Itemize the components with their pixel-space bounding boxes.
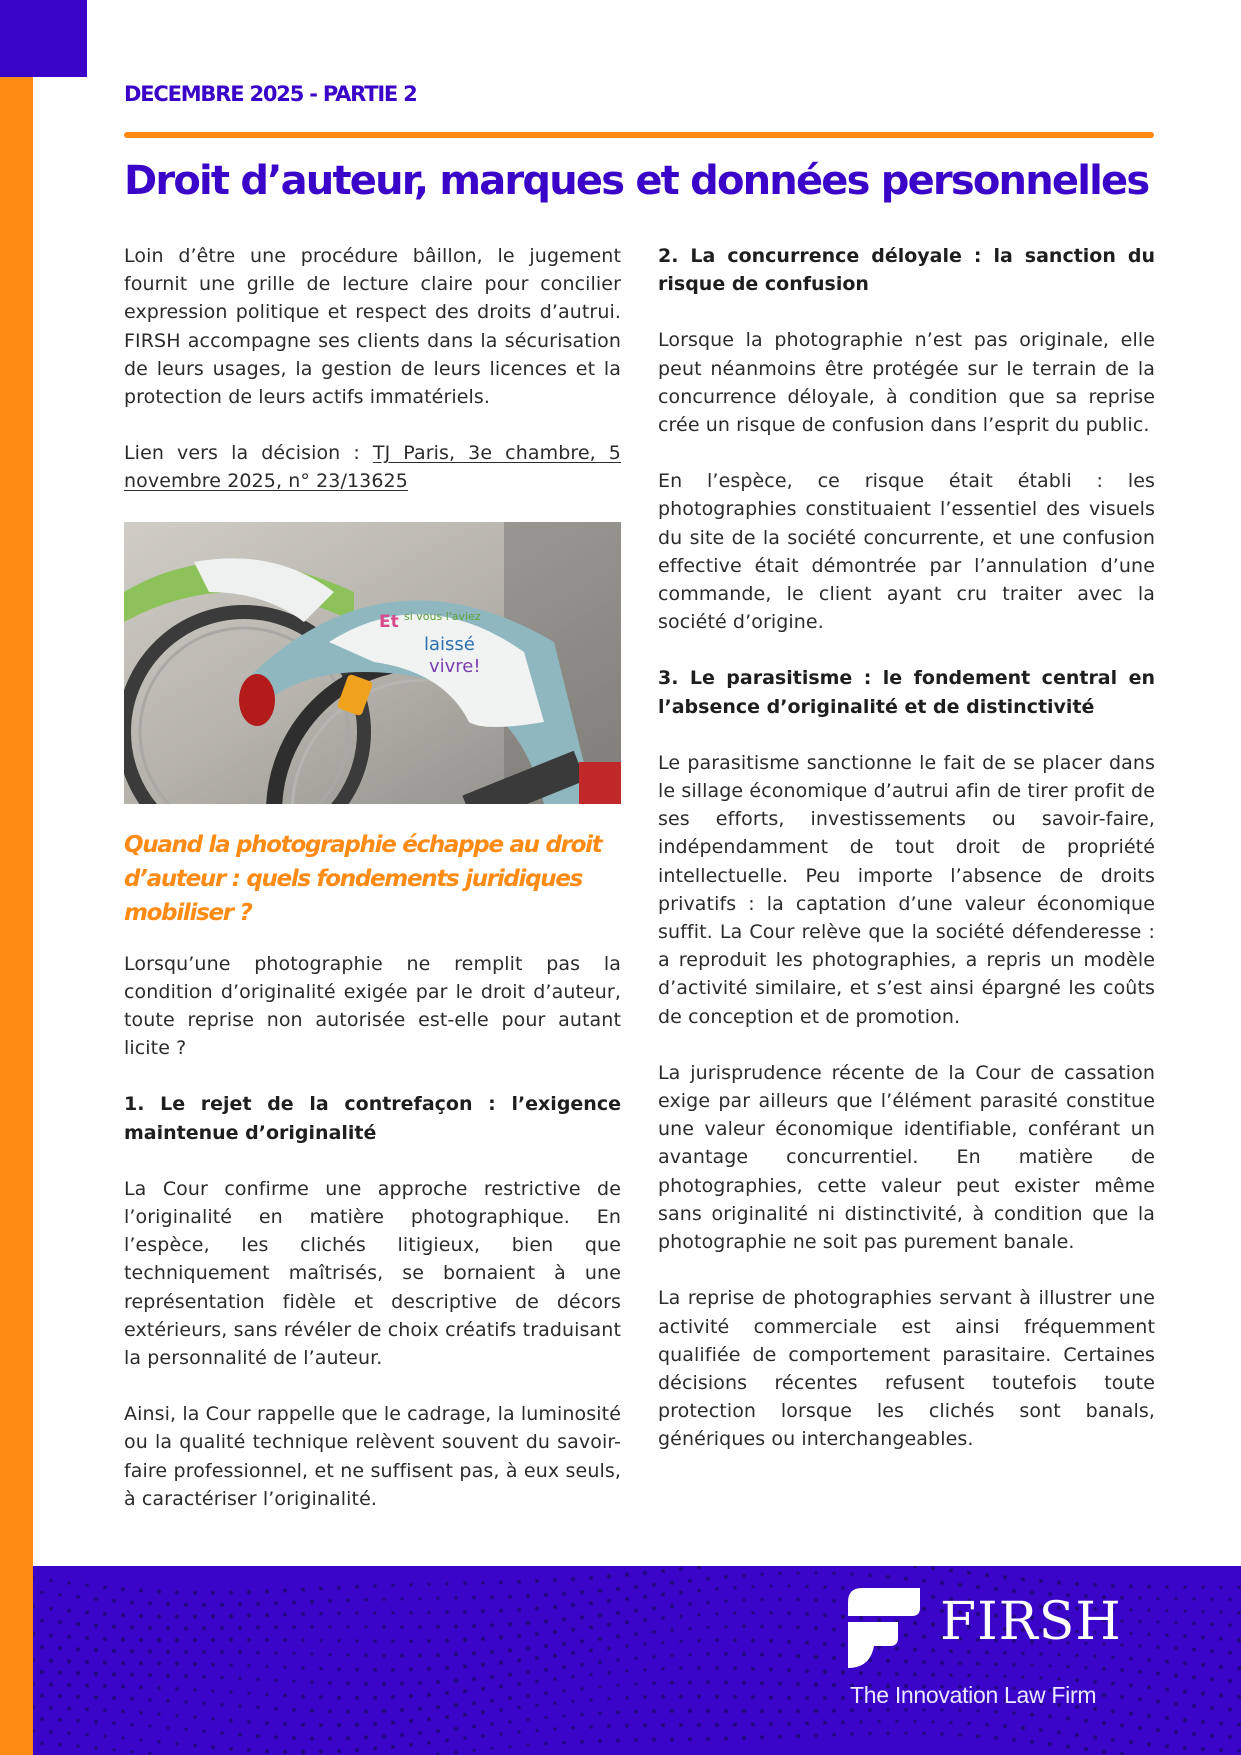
firsh-f-logo-icon: [848, 1588, 920, 1668]
section-1-title: 1. Le rejet de la contrefaçon : l’exigence maintenue d’originalité: [124, 1093, 621, 1144]
section-3-title: 3. Le parasitisme : le fondement central en l’absence d’originalité et de distinctivité: [658, 667, 1155, 718]
svg-text:vivre!: vivre!: [429, 655, 481, 677]
brand-tagline: The Innovation Law Firm: [850, 1682, 1097, 1708]
section-3-paragraph-1: Le parasitisme sanctionne le fait de se placer dans le sillage économique d’autrui afin de tirer profit de ses efforts, investissements ou savoir-faire, indépendamment de tout droit de propriété intellectuelle. Peu importe l’absence de droits privatifs : la captation d’une valeur économique suffit. La Cour relève que la société défenderesse : a reproduit les photographies, a repris un modèle d’activité similaire, et s’est ainsi épargné les coûts de conception et de promotion.: [658, 751, 1155, 1028]
section-2-title: 2. La concurrence déloyale : la sanction du risque de confusion: [658, 245, 1155, 296]
section-2-paragraph-1: Lorsque la photographie n’est pas originale, elle peut néanmoins être protégée sur le terrain de la concurrence déloyale, à condition que sa reprise crée un risque de confusion dans l’esprit du public.: [658, 329, 1155, 437]
decision-link-label: Lien vers la décision :: [124, 442, 373, 465]
right-column: [658, 242, 1155, 1482]
article-photo: [124, 522, 621, 804]
svg-text:si vous l'aviez: si vous l'aviez: [404, 609, 481, 623]
svg-text:laissé: laissé: [424, 633, 475, 655]
section-3-paragraph-3: La reprise de photographies servant à illustrer une activité commerciale est ainsi fréquemment qualifiée de comportement parasitaire. Certaines décisions récentes refusent toutefois toute protection lorsque les clichés sont banals, génériques ou interchangeables.: [658, 1287, 1155, 1451]
section-1-paragraph-1: La Cour confirme une approche restrictive de l’originalité en matière photographique. En l’espèce, les clichés litigieux, bien que techniquement maîtrisés, se bornaient à une représentation fidèle et descriptive de décors extérieurs, sans révéler de choix créatifs traduisant la personnalité de l’auteur.: [124, 1177, 621, 1370]
question-paragraph: Lorsqu’une photographie ne remplit pas la condition d’originalité exigée par le droit d’auteur, toute reprise non autorisée est-elle pour autant licite ?: [124, 952, 621, 1060]
page-title: Droit d’auteur, marques et données personnelles: [124, 158, 1149, 204]
decision-link[interactable]: TJ Paris, 3e chambre, 5 novembre 2025, n° 23/13625: [124, 442, 621, 493]
left-column: [124, 242, 621, 1541]
section-1-paragraph-2: Ainsi, la Cour rappelle que le cadrage, la luminosité ou la qualité technique relèvent souvent du savoir-faire professionnel, et ne suffisent pas, à eux seuls, à caractériser l’originalité.: [124, 1403, 621, 1510]
side-accent-bar: [0, 77, 33, 1755]
corner-decoration: [0, 0, 87, 77]
intro-paragraph: Loin d’être une procédure bâillon, le jugement fournit une grille de lecture claire pour concilier expression politique et respect des droits d’autrui. FIRSH accompagne ses clients dans la sécurisation de leurs usages, la gestion de leurs licences et la protection de leurs actifs immatériels.: [124, 245, 621, 409]
brand-name: FIRSH: [940, 1592, 1122, 1652]
bike-photo-illustration: [124, 522, 621, 804]
header-divider: [124, 132, 1154, 138]
section-subheading: Quand la photographie échappe au droit d’auteur : quels fondements juridiques mobiliser ?: [124, 831, 602, 926]
decision-link-line: [124, 439, 621, 495]
section-3-paragraph-2: La jurisprudence récente de la Cour de cassation exige par ailleurs que l’élément parasité constitue une valeur économique identifiable, conférant un avantage concurrentiel. En matière de photographies, cette valeur peut exister même sans originalité ni distinctivité, à condition que la photographie ne soit pas purement banale.: [658, 1061, 1155, 1254]
issue-kicker: DECEMBRE 2025 - PARTIE 2: [124, 82, 417, 106]
svg-text:Et: Et: [379, 611, 399, 632]
section-2-paragraph-2: En l’espèce, ce risque était établi : les photographies constituaient l’essentiel des visuels du site de la société concurrente, et une confusion effective était démontrée par l’annulation d’une commande, le client ayant cru traiter avec la société d’origine.: [658, 470, 1155, 634]
